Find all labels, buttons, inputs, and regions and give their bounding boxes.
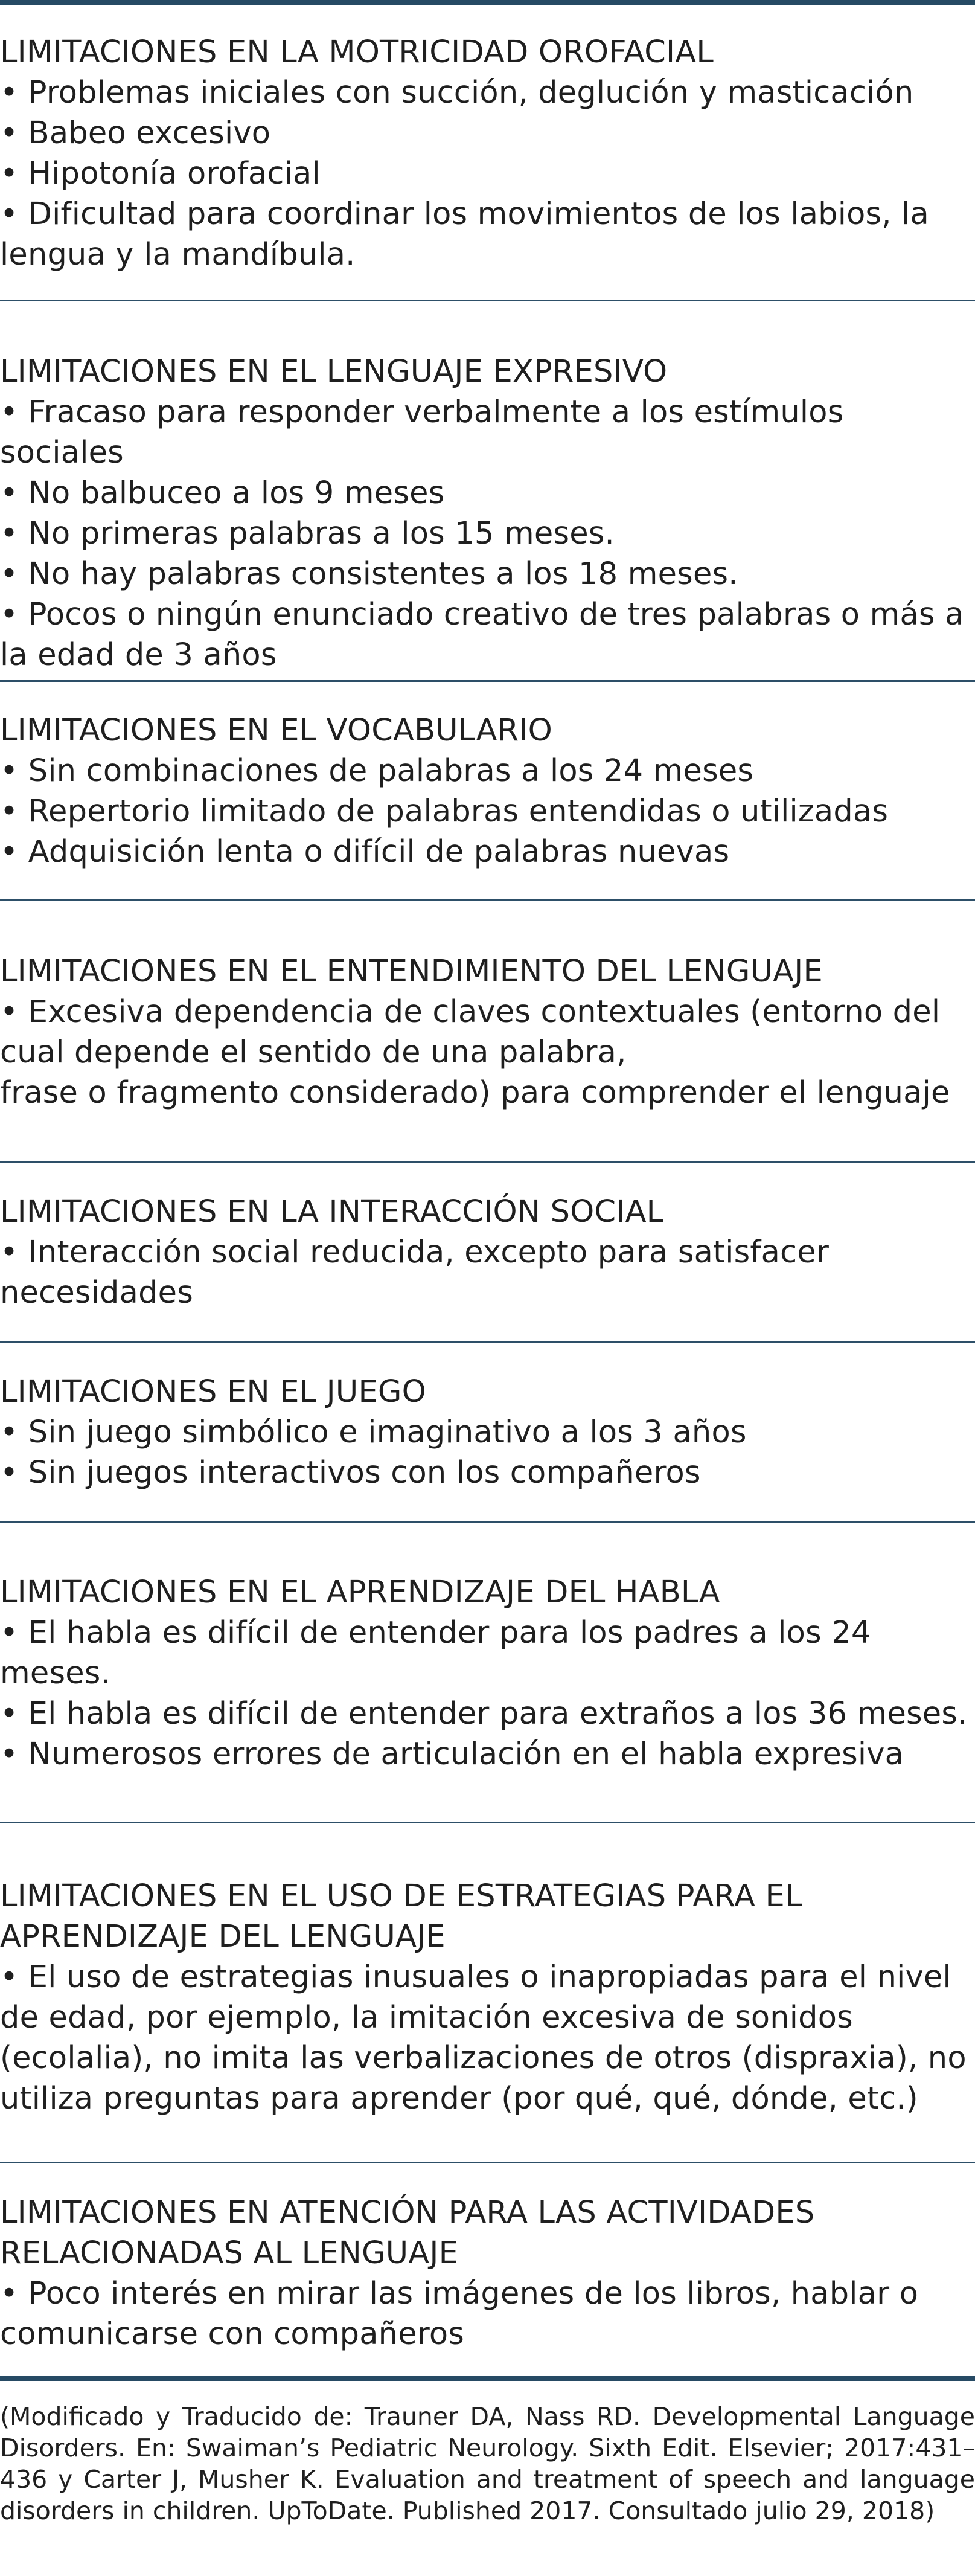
section-heading: LIMITACIONES EN ATENCIÓN PARA LAS ACTIVIDADES RELACIONADAS AL LENGUAJE (0, 2195, 815, 2271)
section-estrategias (0, 1823, 975, 2163)
top-divider (0, 0, 975, 5)
list-item: • Poco interés en mirar las imágenes de los libros, hablar o comunicarse con compañeros (0, 2273, 975, 2354)
section-atencion (0, 2163, 975, 2381)
list-item: • Sin juegos interactivos con los compañeros (0, 1453, 975, 1493)
section-aprendizaje-habla (0, 1523, 975, 1823)
list-item: • Hipotonía orofacial (0, 153, 975, 194)
list-item: • Sin juego simbólico e imaginativo a los 3 años (0, 1412, 975, 1453)
limitations-list (0, 5, 975, 2381)
list-item: • El habla es difícil de entender para extraños a los 36 meses. (0, 1694, 975, 1734)
list-item: • Dificultad para coordinar los movimientos de los labios, la lengua y la mandíbula. (0, 194, 975, 275)
list-item: • No hay palabras consistentes a los 18 meses. (0, 554, 975, 594)
list-item: • Interacción social reducida, excepto para satisfacer necesidades (0, 1232, 975, 1313)
list-item: • Problemas iniciales con succión, deglución y masticación (0, 72, 975, 113)
list-item: • Sin combinaciones de palabras a los 24 meses (0, 751, 975, 791)
section-heading: LIMITACIONES EN EL APRENDIZAJE DEL HABLA (0, 1575, 720, 1610)
list-item: • Adquisición lenta o difícil de palabras nuevas (0, 832, 975, 872)
source-citation: (Modificado y Traducido de: Trauner DA, Nass RD. Developmental Language Disorders. En: Swaiman’s Pediatric Neurology. Sixth Edit. Elsevier; 2017:431–436 y Carter J, Musher K. Evaluation and treatment of speech and language disorders in children. UpToDate. Published 2017. Consultado julio 29, 2018) (0, 2402, 975, 2525)
list-item: • Excesiva dependencia de claves contextuales (entorno del cual depende el sentido de una palabra, frase o fragmento considerado) para comprender el lenguaje (0, 992, 975, 1113)
section-heading: LIMITACIONES EN EL LENGUAJE EXPRESIVO (0, 354, 668, 390)
section-vocabulario (0, 682, 975, 901)
footer-divider (0, 2376, 975, 2381)
list-item: • No primeras palabras a los 15 meses. (0, 513, 975, 554)
list-item: • Babeo excesivo (0, 113, 975, 153)
section-entendimiento (0, 901, 975, 1163)
section-heading: LIMITACIONES EN EL USO DE ESTRATEGIAS PARA EL APRENDIZAJE DEL LENGUAJE (0, 1878, 802, 1954)
list-item: • Repertorio limitado de palabras entendidas o utilizadas (0, 791, 975, 832)
section-heading: LIMITACIONES EN EL ENTENDIMIENTO DEL LENGUAJE (0, 954, 823, 989)
section-lenguaje-expresivo (0, 301, 975, 682)
section-orofacial (0, 5, 975, 301)
list-item: • Fracaso para responder verbalmente a los estímulos sociales (0, 392, 975, 473)
list-item: • Numerosos errores de articulación en el habla expresiva (0, 1734, 975, 1775)
section-heading: LIMITACIONES EN LA MOTRICIDAD OROFACIAL (0, 34, 714, 70)
section-juego (0, 1343, 975, 1523)
list-item: • No balbuceo a los 9 meses (0, 473, 975, 513)
list-item: • El habla es difícil de entender para los padres a los 24 meses. (0, 1613, 975, 1694)
list-item: • Pocos o ningún enunciado creativo de tres palabras o más a la edad de 3 años (0, 594, 975, 675)
section-heading: LIMITACIONES EN LA INTERACCIÓN SOCIAL (0, 1194, 664, 1230)
list-item: • El uso de estrategias inusuales o inapropiadas para el nivel de edad, por ejemplo, la imitación excesiva de sonidos (ecolalia), no imita las verbalizaciones de otros (dispraxia), no utiliza preguntas para aprender (por qué, qué, dónde, etc.) (0, 1957, 975, 2119)
section-interaccion-social (0, 1163, 975, 1343)
section-heading: LIMITACIONES EN EL JUEGO (0, 1374, 426, 1410)
section-heading: LIMITACIONES EN EL VOCABULARIO (0, 713, 552, 748)
